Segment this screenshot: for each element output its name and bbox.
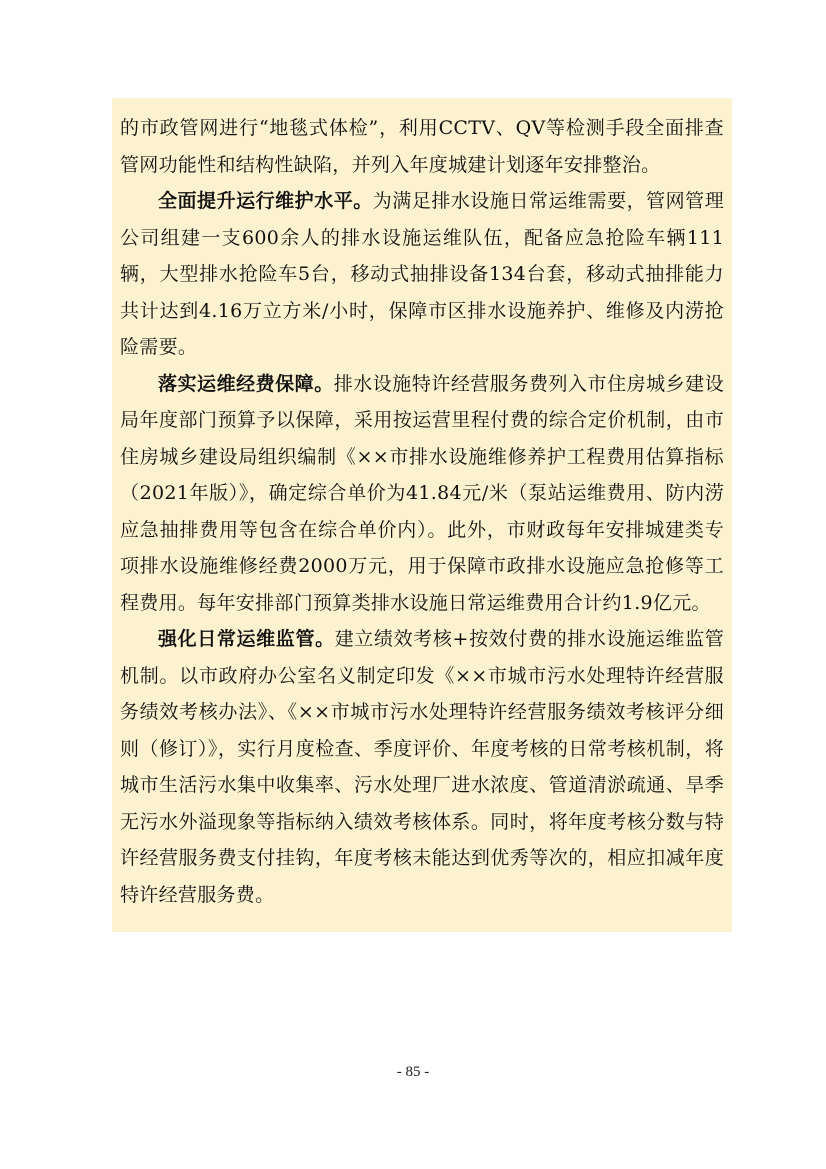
paragraph-funding-guarantee <box>120 366 724 622</box>
paragraph-text: 建立绩效考核+按效付费的排水设施运维监管机制。以市政府办公室名义制定印发《××市城市污水处理特许经营服务绩效考核办法》、《××市城市污水处理特许经营服务绩效考核评分细则（修订）》，实行月度检查、季度评价、年度考核的日常考核机制，将城市生活污水集中收集率、污水处理厂进水浓度、管道清淤疏通、旱季无污水外溢现象等指标纳入绩效考核体系。同时，将年度考核分数与特许经营服务费支付挂钩，年度考核未能达到优秀等次的，相应扣减年度特许经营服务费。 <box>120 628 725 906</box>
paragraph-lead-heading: 强化日常运维监管。 <box>158 628 335 650</box>
paragraph-text: 为满足排水设施日常运维需要，管网管理公司组建一支600余人的排水设施运维队伍，配备应急抢险车辆111辆，大型排水抢险车5台，移动式抽排设备134台套，移动式抽排能力共计达到4.16万立方米/小时，保障市区排水设施养护、维修及内涝抢险需要。 <box>120 190 724 358</box>
paragraph-continuation <box>120 110 724 183</box>
paragraph-supervision <box>120 621 724 913</box>
paragraph-lead-heading: 落实运维经费保障。 <box>158 372 334 395</box>
paragraph-lead-heading: 全面提升运行维护水平。 <box>158 190 373 212</box>
highlighted-content-box <box>112 98 732 932</box>
page-number: - 85 - <box>396 1064 430 1080</box>
paragraph-maintenance-level <box>120 183 724 366</box>
paragraph-text: 的市政管网进行“地毯式体检”，利用CCTV、QV等检测手段全面排查管网功能性和结构性缺陷，并列入年度城建计划逐年安排整治。 <box>120 117 724 176</box>
paragraph-text: 排水设施特许经营服务费列入市住房城乡建设局年度部门预算予以保障，采用按运营里程付费的综合定价机制，由市住房城乡建设局组织编制《××市排水设施维修养护工程费用估算指标（2021年版）》，确定综合单价为41.84元/米（泵站运维费用、防内涝应急抽排费用等包含在综合单价内）。此外，市财政每年安排城建类专项排水设施维修经费2000万元，用于保障市政排水设施应急抢修等工程费用。每年安排部门预算类排水设施日常运维费用合计约1.9亿元。 <box>120 372 724 614</box>
